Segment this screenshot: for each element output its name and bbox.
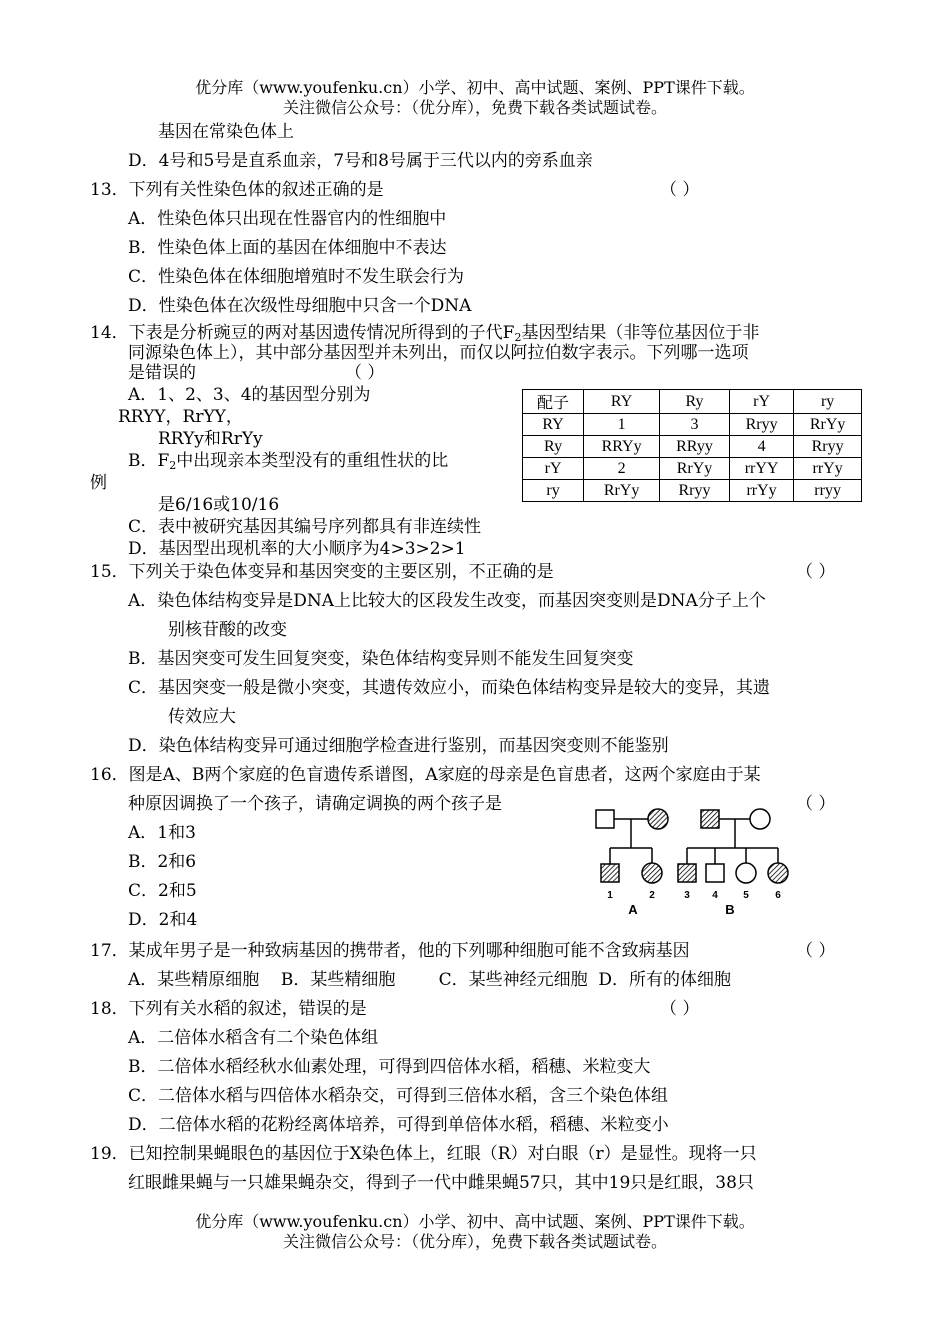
table-cell: 4 [729, 436, 793, 458]
family-a-mother-affected [648, 809, 668, 829]
q14-option-a-line-3: RRYy和RrYy [158, 429, 263, 449]
table-row [523, 436, 862, 458]
q15-option-c-line-1: C．基因突变一般是微小突变，其遗传效应小，而染色体结构变异是较大的变异，其遗 [128, 678, 771, 698]
q16-option-b: B．2和6 [128, 852, 197, 872]
q18-answer-blank[interactable]: （ ） [660, 999, 700, 1019]
q18-option-c: C．二倍体水稻与四倍体水稻杂交，可得到三倍体水稻，含三个染色体组 [128, 1086, 669, 1106]
table-row [523, 480, 862, 502]
footer-line-1: 优分库（www.youfenku.cn）小学、初中、高中试题、案例、PPT课件下载。 [195, 1212, 755, 1231]
header-line-2: 关注微信公众号：（优分库），免费下载各类试题试卷。 [282, 98, 667, 117]
family-b-mother [750, 809, 770, 829]
table-cell: rrYy [729, 480, 793, 502]
family-a-child-2-affected-female [642, 863, 662, 883]
q14-option-a-line-2: RRYY，RrYY， [118, 407, 243, 427]
table-header-row [523, 390, 862, 414]
q17-options: A．某些精原细胞 B．某些精细胞 C．某些神经元细胞 D．所有的体细胞 [128, 970, 732, 990]
family-a-father [596, 810, 614, 828]
q16-option-a: A．1和3 [128, 823, 196, 843]
table-cell: Rryy [660, 480, 730, 502]
q16-option-c: C．2和5 [128, 881, 197, 901]
q15-stem: 15．下列关于染色体变异和基因突变的主要区别，不正确的是 [90, 562, 554, 582]
q15-option-d: D．染色体结构变异可通过细胞学检查进行鉴别，而基因突变则不能鉴别 [128, 736, 669, 756]
table-header-cell: rY [729, 390, 793, 414]
table-header-cell: ry [794, 390, 862, 414]
table-cell: 1 [584, 414, 660, 436]
q18-option-a: A．二倍体水稻含有二个染色体组 [128, 1028, 379, 1048]
q13-option-c: C．性染色体在体细胞增殖时不发生联会行为 [128, 267, 465, 287]
q16-answer-blank[interactable]: （ ） [796, 794, 836, 814]
table-row [523, 414, 862, 436]
q15-option-c-line-2: 传效应大 [168, 707, 236, 727]
q14-stem-sub: 2 [514, 331, 522, 344]
pedigree-number-5: 5 [743, 890, 749, 901]
table-cell: RRYy [584, 436, 660, 458]
q13-answer-blank[interactable]: （ ） [660, 180, 700, 200]
q13-option-b: B．性染色体上面的基因在体细胞中不表达 [128, 238, 447, 258]
pedigree-number-1: 1 [607, 890, 613, 901]
q13-stem: 13．下列有关性染色体的叙述正确的是 [90, 180, 384, 200]
q14-stem-line-2: 同源染色体上），其中部分基因型并未列出，而仅以阿拉伯数字表示。下列哪一选项 [128, 343, 749, 363]
family-b-child-5-female [736, 863, 756, 883]
table-cell: 2 [584, 458, 660, 480]
q17-stem: 17．某成年男子是一种致病基因的携带者，他的下列哪种细胞可能不含致病基因 [90, 941, 690, 961]
q17-answer-blank[interactable]: （ ） [796, 941, 836, 961]
pedigree-label-family-a: A [628, 902, 638, 917]
pedigree-label-family-b: B [725, 902, 735, 917]
table-header-cell: RY [584, 390, 660, 414]
q19-stem-line-2: 红眼雌果蝇与一只雄果蝇杂交，得到子一代中雌果蝇57只，其中19只是红眼，38只 [128, 1173, 754, 1193]
q15-answer-blank[interactable]: （ ） [796, 562, 836, 582]
family-a-child-1-affected-male [601, 864, 619, 882]
genotype-table [522, 389, 862, 502]
page-header [0, 78, 950, 118]
pedigree-number-3: 3 [684, 890, 690, 901]
table-cell: Rryy [729, 414, 793, 436]
q14-stem-line-3: 是错误的 [128, 363, 196, 383]
q15-option-a-line-1: A．染色体结构变异是DNA上比较大的区段发生改变，而基因突变则是DNA分子上个 [128, 591, 766, 611]
q13-option-d: D．性染色体在次级性母细胞中只含一个DNA [128, 296, 472, 316]
q15-option-b: B．基因突变可发生回复突变，染色体结构变异则不能发生回复突变 [128, 649, 634, 669]
table-cell: RrYy [660, 458, 730, 480]
table-cell: ry [523, 480, 584, 502]
table-cell: Ry [523, 436, 584, 458]
family-b-child-3-affected-male [678, 864, 696, 882]
family-b-child-6-affected-female [768, 863, 788, 883]
q16-stem-line-1: 16．图是A、B两个家庭的色盲遗传系谱图，A家庭的母亲是色盲患者，这两个家庭由于某 [90, 765, 761, 785]
table-row [523, 458, 862, 480]
header-line-1: 优分库（www.youfenku.cn）小学、初中、高中试题、案例、PPT课件下载。 [195, 78, 755, 97]
q14-stem-1b: 基因型结果（非等位基因位于非 [521, 323, 760, 343]
table-cell: RY [523, 414, 584, 436]
q14-option-a-line-1: A．1、2、3、4的基因型分别为 [128, 385, 371, 405]
q12-option-d: D．4号和5号是直系血亲，7号和8号属于三代以内的旁系血亲 [128, 151, 593, 171]
q14-option-b-line-1 [128, 450, 448, 472]
pedigree-number-2: 2 [649, 890, 655, 901]
table-cell: RrYy [794, 414, 862, 436]
pedigree-number-4: 4 [712, 890, 718, 901]
q18-option-d: D．二倍体水稻的花粉经离体培养，可得到单倍体水稻，稻穗、米粒变小 [128, 1115, 669, 1135]
family-b-father-affected [701, 810, 719, 828]
q12-continuation: 基因在常染色体上 [158, 122, 294, 142]
q14-option-d: D．基因型出现机率的大小顺序为4>3>2>1 [128, 539, 466, 559]
table-cell: Rryy [794, 436, 862, 458]
table-header-cell: Ry [660, 390, 730, 414]
q18-option-b: B．二倍体水稻经秋水仙素处理，可得到四倍体水稻，稻穗、米粒变大 [128, 1057, 651, 1077]
q16-option-d: D．2和4 [128, 910, 198, 930]
table-cell: rrYY [729, 458, 793, 480]
q14-option-c: C．表中被研究基因其编号序列都具有非连续性 [128, 517, 482, 537]
pedigree-number-6: 6 [775, 890, 781, 901]
table-cell: 3 [660, 414, 730, 436]
q15-option-a-line-2: 别核苷酸的改变 [168, 620, 287, 640]
q14-option-b-line-3: 是6/16或10/16 [158, 495, 280, 515]
table-cell: rY [523, 458, 584, 480]
q16-stem-line-2: 种原因调换了一个孩子，请确定调换的两个孩子是 [128, 794, 502, 814]
table-cell: rryy [794, 480, 862, 502]
q14-option-b-sub: 2 [169, 459, 177, 472]
family-b-child-4-male [706, 864, 724, 882]
q14-stem-1a: 14．下表是分析豌豆的两对基因遗传情况所得到的子代F [90, 323, 515, 343]
table-cell: RrYy [584, 480, 660, 502]
q14-option-b-1b: 中出现亲本类型没有的重组性状的比 [176, 451, 449, 471]
q18-stem: 18．下列有关水稻的叙述，错误的是 [90, 999, 367, 1019]
q13-option-a: A．性染色体只出现在性器官内的性细胞中 [128, 209, 447, 229]
q14-answer-blank[interactable]: （ ） [345, 363, 385, 383]
pedigree-chart [590, 800, 805, 925]
table-header-cell: 配子 [523, 390, 584, 414]
footer-line-2: 关注微信公众号：（优分库），免费下载各类试题试卷。 [282, 1232, 667, 1251]
table-cell: rrYy [794, 458, 862, 480]
table-cell: RRyy [660, 436, 730, 458]
q14-option-b-line-2: 例 [90, 473, 107, 493]
q14-option-b-1a: B．F [128, 451, 170, 471]
page-footer [0, 1212, 950, 1252]
q14-stem-line-1 [90, 322, 759, 344]
q19-stem-line-1: 19．已知控制果蝇眼色的基因位于X染色体上，红眼（R）对白眼（r）是显性。现将一只 [90, 1144, 757, 1164]
